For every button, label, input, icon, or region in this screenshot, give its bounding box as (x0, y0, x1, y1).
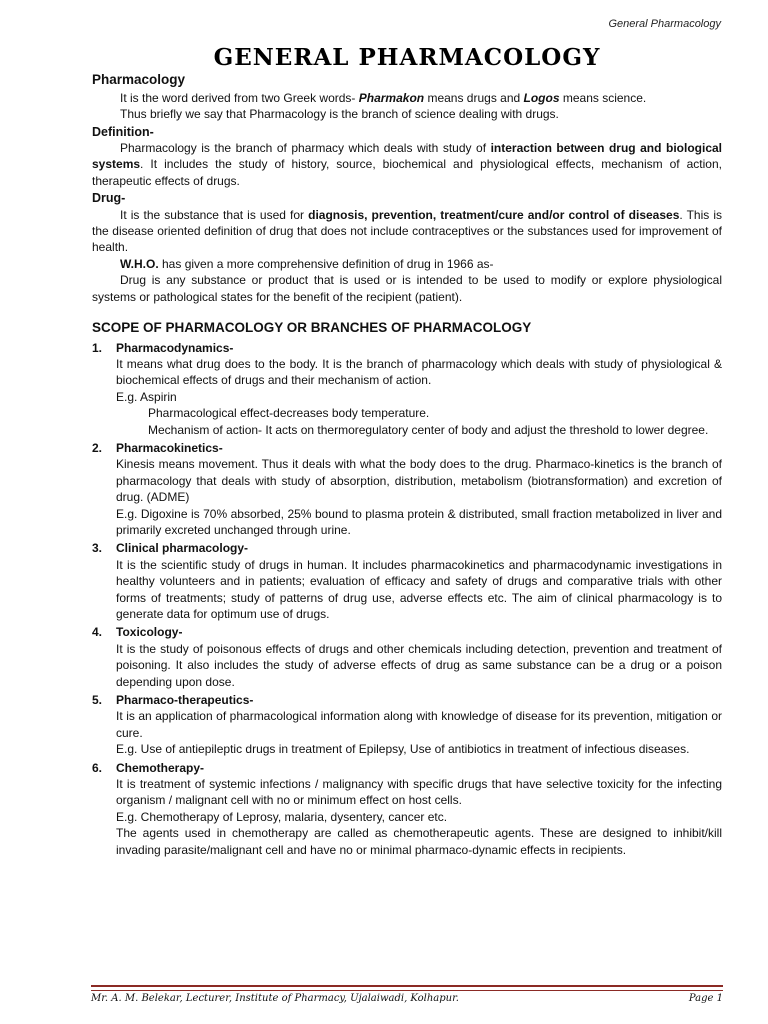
example: E.g. Use of antiepileptic drugs in treatment of Epilepsy, Use of antibiotics in treatment of infectious diseases. (116, 742, 690, 757)
drug-paragraph-2 (92, 256, 722, 272)
list-item-head (92, 760, 722, 776)
running-head: General Pharmacology (608, 18, 721, 30)
list-number: 1. (92, 340, 103, 355)
pharmacology-paragraph-1 (92, 90, 722, 106)
branches-list (92, 340, 722, 859)
list-item-title: Toxicology- (116, 625, 183, 640)
list-item (92, 440, 722, 538)
list-item-body (92, 776, 722, 858)
list-item-head (92, 440, 722, 456)
text-run: . It includes the study of history, source, biochemical and physiological effects, mechanism of action, therapeutic effects of drugs. (92, 157, 722, 188)
example: E.g. Aspirin (116, 389, 177, 404)
definition-heading: Definition- (92, 124, 154, 139)
list-item-title: Pharmaco-therapeutics- (116, 693, 254, 708)
text-run: . This is the disease oriented definition of drug that does not include contraceptives or the substances used for improvement of health. (92, 207, 722, 255)
pharmacology-heading: Pharmacology (92, 72, 186, 88)
list-item-head (92, 340, 722, 356)
text-run: means science. (559, 90, 647, 105)
branch-description: It is the study of poisonous effects of drugs and other chemicals including detection, prevention and treatment of poisoning. It also includes the study of adverse effects of drug as same substance can be a drug or a poison depending upon dose. (116, 641, 722, 689)
scope-heading: SCOPE OF PHARMACOLOGY OR BRANCHES OF PHARMACOLOGY (92, 320, 532, 336)
list-item-head (92, 540, 722, 556)
list-item-title: Pharmacodynamics- (116, 340, 234, 355)
document-body (92, 46, 722, 860)
list-item (92, 692, 722, 758)
list-item-head (92, 692, 722, 708)
example: E.g. Digoxine is 70% absorbed, 25% bound to plasma protein & distributed, small fraction metabolized in liver and primarily excreted unchanged through urine. (116, 506, 722, 537)
footer-divider (91, 985, 723, 991)
drug-heading: Drug- (92, 191, 126, 206)
emphasis: diagnosis, prevention, treatment/cure and/or control of diseases (308, 207, 680, 222)
page-number: Page 1 (688, 993, 723, 1004)
branch-description: It is treatment of systemic infections / malignancy with specific drugs that have selective toxicity for the infecting organism / malignant cell with no or minimum effect on host cells. (116, 777, 722, 808)
text-run: It is the substance that is used for (120, 207, 309, 222)
example-detail: Pharmacological effect-decreases body temperature. (148, 406, 430, 421)
footer-author: Mr. A. M. Belekar, Lecturer, Institute of Pharmacy, Ujalaiwadi, Kolhapur. (91, 993, 459, 1004)
list-item-title: Chemotherapy- (116, 760, 205, 775)
list-item (92, 760, 722, 858)
branch-description: It means what drug does to the body. It is the branch of pharmacology which deals with study of physiological & biochemical effects of drugs and their mechanism of action. (116, 356, 722, 388)
list-item-body (92, 557, 722, 623)
text-run: means drugs and (424, 90, 524, 105)
list-number: 5. (92, 693, 103, 708)
list-item-body (92, 456, 722, 538)
branch-extra: The agents used in chemotherapy are called as chemotherapeutic agents. These are designed to inhibit/kill invading parasite/malignant cell and have no or minimal pharmaco-dynamic effects in recipients. (116, 826, 722, 857)
page-title: GENERAL PHARMACOLOGY (213, 44, 601, 71)
page-footer (91, 993, 723, 1004)
definition-paragraph (92, 140, 722, 189)
branch-description: It is an application of pharmacological information along with knowledge of disease for its prevention, mitigation or cure. (116, 709, 722, 740)
term-pharmakon: Pharmakon (358, 90, 425, 105)
term-logos: Logos (523, 90, 560, 105)
branch-description: It is the scientific study of drugs in human. It includes pharmacokinetics and pharmacodynamic investigations in healthy volunteers and in patients; evaluation of efficacy and safety of drugs and comparative trials with other forms of treatments; study of patterns of drug use, adverse effects etc. The aim of clinical pharmacology is to generate data for optimum use of drugs. (116, 557, 722, 621)
example: E.g. Chemotherapy of Leprosy, malaria, dysentery, cancer etc. (116, 809, 448, 824)
drug-paragraph-3: Drug is any substance or product that is used or is intended to be used to modify or explore physiological systems or pathological states for the benefit of the recipient (patient). (92, 273, 722, 304)
emphasis: interaction between drug and biological systems (92, 141, 722, 172)
list-item-title: Pharmacokinetics- (116, 440, 223, 455)
example-detail: Mechanism of action- It acts on thermoregulatory center of body and adjust the threshold to lower degree. (148, 422, 709, 437)
list-item (92, 340, 722, 438)
drug-paragraph-1 (92, 207, 722, 256)
branch-description: Kinesis means movement. Thus it deals with what the body does to the drug. Pharmaco-kinetics is the branch of pharmacology that deals with study of absorption, distribution, metabolism (biotransformation) and excretion of drug. (ADME) (116, 457, 722, 505)
list-number: 4. (92, 625, 103, 640)
list-number: 6. (92, 760, 103, 775)
list-item-body (92, 356, 722, 438)
list-item (92, 624, 722, 690)
list-item-title: Clinical pharmacology- (116, 541, 249, 556)
list-item-head (92, 624, 722, 640)
list-number: 3. (92, 541, 103, 556)
list-item-body (92, 641, 722, 690)
list-item (92, 540, 722, 622)
text-run: has given a more comprehensive definition of drug in 1966 as- (158, 256, 494, 271)
list-item-body (92, 708, 722, 757)
list-number: 2. (92, 440, 103, 455)
text-run: It is the word derived from two Greek words- (120, 90, 359, 105)
pharmacology-paragraph-2: Thus briefly we say that Pharmacology is the branch of science dealing with drugs. (120, 107, 559, 122)
who-abbrev: W.H.O. (120, 256, 159, 271)
text-run: Pharmacology is the branch of pharmacy which deals with study of (120, 141, 491, 156)
